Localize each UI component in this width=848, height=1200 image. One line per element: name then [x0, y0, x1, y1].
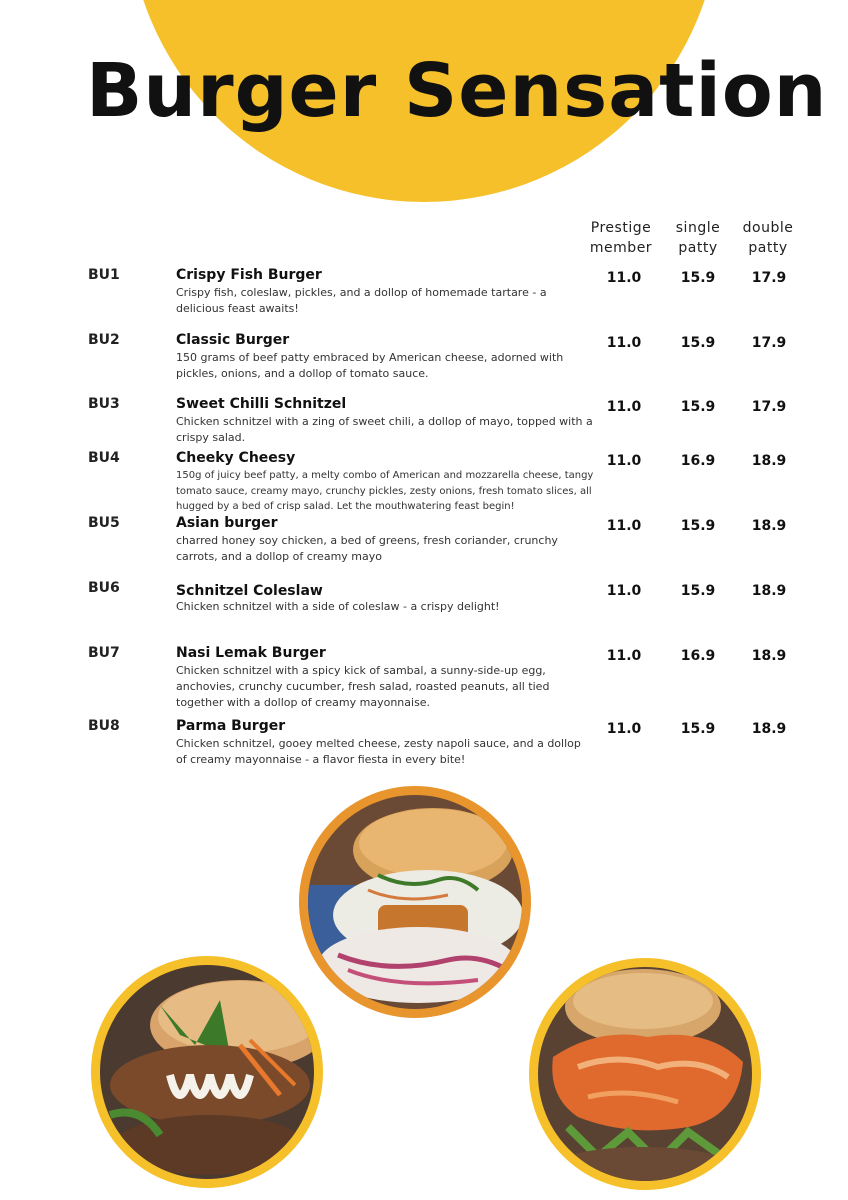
- fish-burger-image: [308, 795, 522, 1009]
- item-description: Crispy fish, coleslaw, pickles, and a dollop of homemade tartare - a delicious feast awaits!: [176, 286, 547, 315]
- item-name: Classic Burger: [176, 332, 290, 348]
- price-prestige: 11.0: [606, 518, 642, 534]
- price-single: 15.9: [680, 518, 716, 534]
- parma-burger-photo: [529, 958, 761, 1190]
- item-name: Parma Burger: [176, 718, 286, 734]
- column-header-single-line2: patty: [678, 240, 718, 256]
- page-title: Burger Sensation: [86, 48, 828, 134]
- item-code: BU7: [88, 645, 120, 661]
- parma-burger-illustration: [538, 967, 752, 1181]
- price-single: 15.9: [680, 335, 716, 351]
- price-double: 17.9: [751, 335, 787, 351]
- item-description: charred honey soy chicken, a bed of greens, fresh coriander, crunchy carrots, and a dollop of creamy mayo: [176, 534, 558, 563]
- price-single: 15.9: [680, 399, 716, 415]
- item-description: Chicken schnitzel with a spicy kick of sambal, a sunny-side-up egg, anchovies, crunchy cucumber, fresh salad, roasted peanuts, all tied together with a dollop of creamy mayonnaise.: [176, 664, 550, 709]
- item-code: BU2: [88, 332, 120, 348]
- item-name: Asian burger: [176, 515, 278, 531]
- price-prestige: 11.0: [606, 270, 642, 286]
- column-header-double: [738, 218, 798, 258]
- price-single: 15.9: [680, 583, 716, 599]
- item-code: BU8: [88, 718, 120, 734]
- price-single: 16.9: [680, 453, 716, 469]
- price-single: 16.9: [680, 648, 716, 664]
- price-double: 18.9: [751, 453, 787, 469]
- column-header-double-line2: patty: [748, 240, 788, 256]
- item-code: BU6: [88, 580, 120, 596]
- price-double: 17.9: [751, 270, 787, 286]
- asian-burger-illustration: [100, 965, 314, 1179]
- price-double: 18.9: [751, 648, 787, 664]
- price-double: 18.9: [751, 518, 787, 534]
- price-double: 18.9: [751, 721, 787, 737]
- item-name: Schnitzel Coleslaw: [176, 583, 323, 599]
- item-name: Crispy Fish Burger: [176, 267, 322, 283]
- item-description: 150g of juicy beef patty, a melty combo of American and mozzarella cheese, tangy tomato sauce, creamy mayo, crunchy pickles, zesty onions, fresh tomato slices, all hugged by a bed of crisp salad. Let the mouthwatering feast begin!: [176, 470, 594, 512]
- item-name: Cheeky Cheesy: [176, 450, 296, 466]
- column-header-single-line1: single: [675, 220, 721, 236]
- parma-burger-image: [538, 967, 752, 1181]
- item-code: BU4: [88, 450, 120, 466]
- price-double: 18.9: [751, 583, 787, 599]
- item-description: 150 grams of beef patty embraced by American cheese, adorned with pickles, onions, and a dollop of tomato sauce.: [176, 351, 564, 380]
- column-header-prestige-line1: Prestige: [590, 220, 652, 236]
- price-double: 17.9: [751, 399, 787, 415]
- price-prestige: 11.0: [606, 399, 642, 415]
- price-single: 15.9: [680, 721, 716, 737]
- price-prestige: 11.0: [606, 583, 642, 599]
- column-header-prestige: [584, 218, 658, 258]
- price-prestige: 11.0: [606, 648, 642, 664]
- fish-burger-illustration: [308, 795, 522, 1009]
- asian-burger-image: [100, 965, 314, 1179]
- price-single: 15.9: [680, 270, 716, 286]
- column-header-prestige-line2: member: [589, 240, 653, 256]
- column-header-single: [668, 218, 728, 258]
- item-description: Chicken schnitzel with a side of coleslaw - a crispy delight!: [176, 600, 500, 613]
- item-description: Chicken schnitzel with a zing of sweet chili, a dollop of mayo, topped with a crispy salad.: [176, 415, 593, 444]
- item-name: Sweet Chilli Schnitzel: [176, 396, 347, 412]
- item-code: BU1: [88, 267, 120, 283]
- item-description: Chicken schnitzel, gooey melted cheese, zesty napoli sauce, and a dollop of creamy mayonnaise - a flavor fiesta in every bite!: [176, 737, 581, 766]
- price-prestige: 11.0: [606, 721, 642, 737]
- asian-burger-photo: [91, 956, 323, 1188]
- item-name: Nasi Lemak Burger: [176, 645, 326, 661]
- item-code: BU3: [88, 396, 120, 412]
- column-header-double-line1: double: [742, 220, 794, 236]
- item-code: BU5: [88, 515, 120, 531]
- fish-burger-photo: [299, 786, 531, 1018]
- price-prestige: 11.0: [606, 453, 642, 469]
- price-prestige: 11.0: [606, 335, 642, 351]
